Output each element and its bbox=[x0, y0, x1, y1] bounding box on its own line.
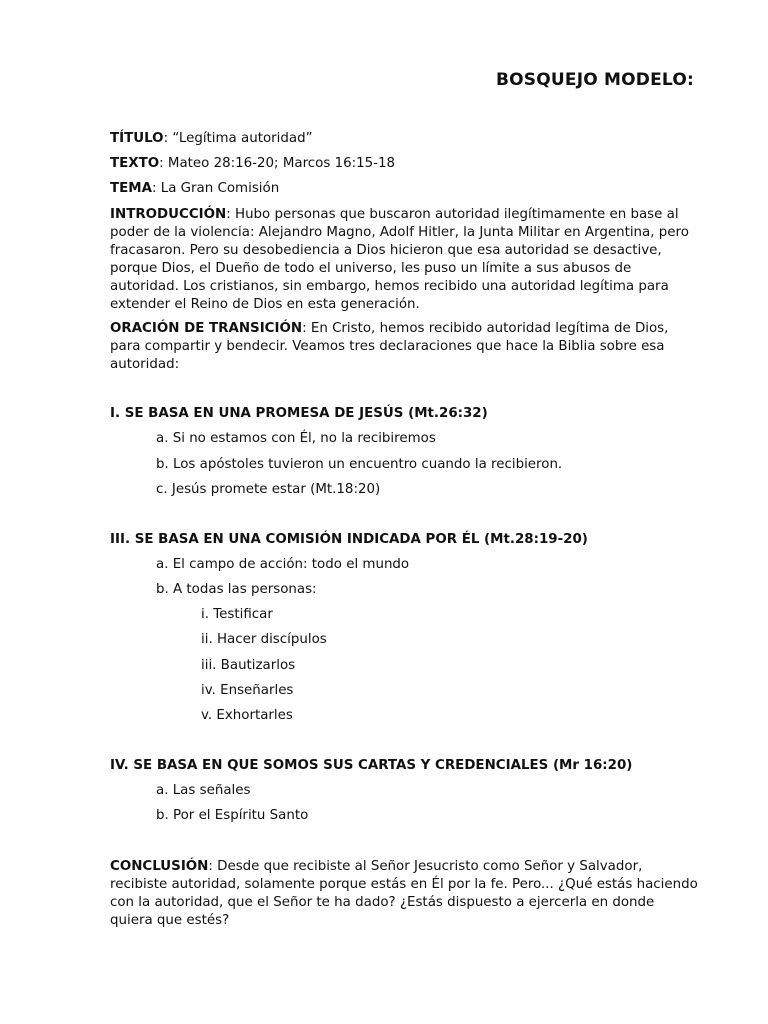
section-3-subitem-ii: ii. Hacer discípulos bbox=[201, 632, 327, 647]
section-3-item-b: b. A todas las personas: bbox=[156, 582, 317, 597]
titulo-line bbox=[110, 130, 700, 148]
transicion-text: : En Cristo, hemos recibido autoridad legítima de Dios, para compartir y bendecir. Veamos tres declaraciones que hace la Biblia sobre esa autoridad: bbox=[110, 321, 669, 372]
section-3-subitem-iii: iii. Bautizarlos bbox=[201, 658, 296, 673]
texto-text: : Mateo 28:16-20; Marcos 16:15-18 bbox=[159, 156, 396, 171]
transicion-paragraph bbox=[110, 320, 700, 374]
section-3-subitem-i: i. Testificar bbox=[201, 607, 273, 622]
section-4-heading: IV. SE BASA EN QUE SOMOS SUS CARTAS Y CREDENCIALES (Mr 16:20) bbox=[110, 758, 633, 773]
conclusion-label: CONCLUSIÓN bbox=[110, 859, 209, 874]
introduccion-paragraph bbox=[110, 206, 700, 314]
section-3-subitem-v: v. Exhortarles bbox=[201, 708, 293, 723]
section-3-item-a: a. El campo de acción: todo el mundo bbox=[156, 557, 410, 572]
texto-line bbox=[110, 155, 700, 173]
introduccion-text: : Hubo personas que buscaron autoridad ilegítimamente en base al poder de la violencia: Alejandro Magno, Adolf Hitler, la Junta Militar en Argentina, pero fracasaron. Pero su desobediencia a Dios hicieron que esa autoridad se desactive, porque Dios, el Dueño de todo el universo, les puso un límite a sus abusos de autoridad. Los cristianos, sin embargo, hemos recibido una autoridad legítima para extender el Reino de Dios en esta generación. bbox=[110, 207, 689, 312]
texto-label: TEXTO bbox=[110, 156, 160, 171]
section-1-item-a: a. Si no estamos con Él, no la recibiremos bbox=[156, 431, 436, 446]
titulo-text: : “Legítima autoridad” bbox=[163, 131, 313, 146]
section-3-subitem-iv: iv. Enseñarles bbox=[201, 683, 294, 698]
conclusion-text: : Desde que recibiste al Señor Jesucristo como Señor y Salvador, recibiste autoridad, solamente porque estás en Él por la fe. Pero... ¿Qué estás haciendo con la autoridad, que el Señor te ha dado? ¿Estás dispuesto a ejercerla en donde quiera que estés? bbox=[110, 859, 698, 928]
section-3-heading: III. SE BASA EN UNA COMISIÓN INDICADA POR ÉL (Mt.28:19-20) bbox=[110, 532, 588, 547]
conclusion-paragraph bbox=[110, 858, 700, 930]
document-page bbox=[110, 0, 700, 1024]
tema-line bbox=[110, 180, 700, 198]
section-1-item-c: c. Jesús promete estar (Mt.18:20) bbox=[156, 482, 381, 497]
tema-text: : La Gran Comisión bbox=[151, 181, 280, 196]
section-4-item-b: b. Por el Espíritu Santo bbox=[156, 808, 309, 823]
section-4-item-a: a. Las señales bbox=[156, 783, 251, 798]
section-1-item-b: b. Los apóstoles tuvieron un encuentro cuando la recibieron. bbox=[156, 457, 563, 472]
tema-label: TEMA bbox=[110, 181, 152, 196]
titulo-label: TÍTULO bbox=[110, 131, 164, 146]
transicion-label: ORACIÓN DE TRANSICIÓN bbox=[110, 321, 303, 336]
section-1-heading: I. SE BASA EN UNA PROMESA DE JESÚS (Mt.26:32) bbox=[110, 406, 488, 421]
introduccion-label: INTRODUCCIÓN bbox=[110, 207, 227, 222]
document-title: BOSQUEJO MODELO: bbox=[496, 70, 694, 90]
